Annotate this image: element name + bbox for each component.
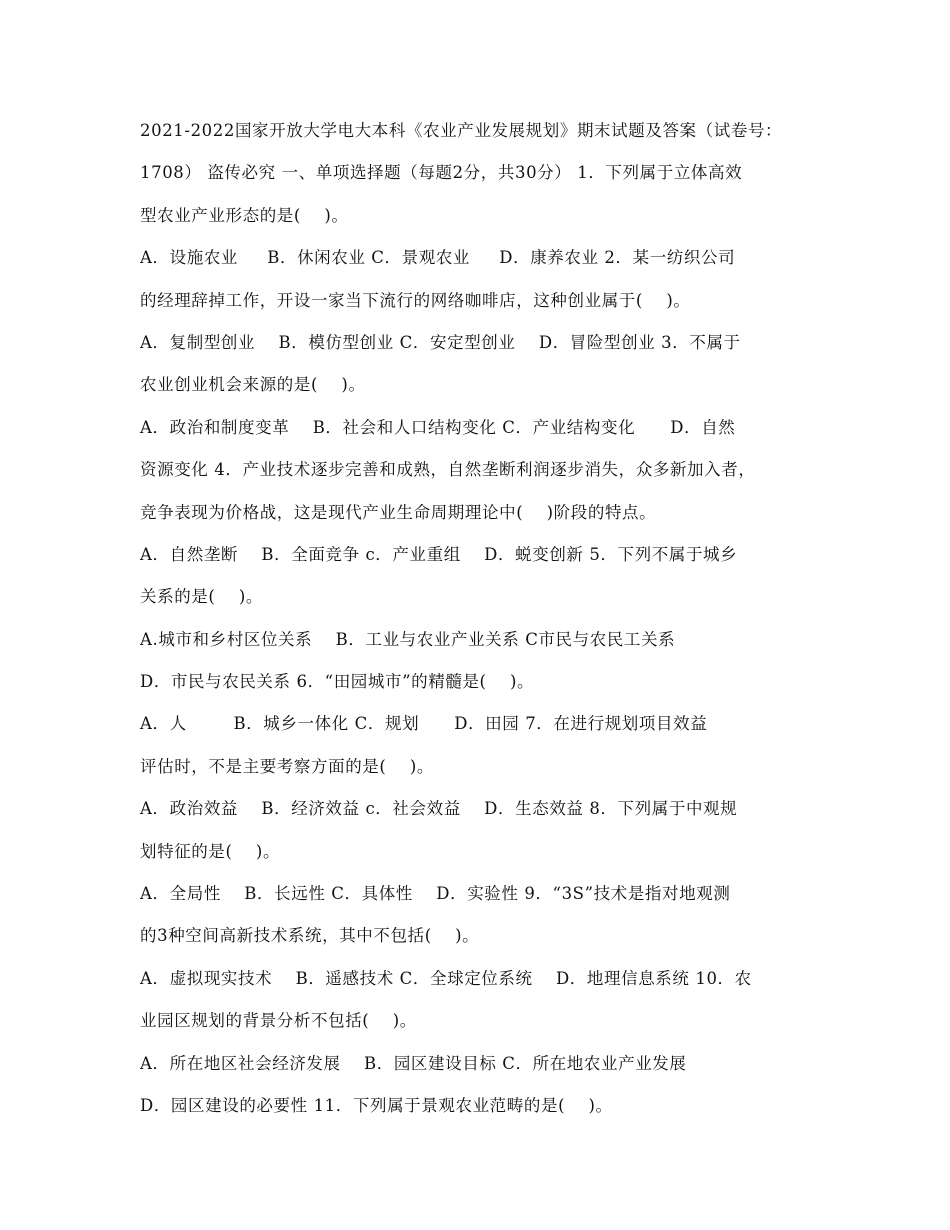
text-line: 农业创业机会来源的是( )。 [140, 375, 366, 395]
text-line: 资源变化 4．产业技术逐步完善和成熟，自然垄断利润逐步消失，众多新加入者， [140, 460, 756, 480]
text-line: A．复制型创业 B．模仿型创业 C．安定型创业 D．冒险型创业 3．不属于 [140, 332, 741, 352]
text-line: 的经理辞掉工作，开设一家当下流行的网络咖啡店，这种创业属于( )。 [140, 290, 691, 310]
text-line: 业园区规划的背景分析不包括( )。 [140, 1011, 417, 1031]
text-line: A．所在地区社会经济发展 B．园区建设目标 C．所在地农业产业发展 [140, 1053, 687, 1073]
text-line: 型农业产业形态的是( )。 [140, 205, 349, 225]
text-line: A．设施农业 B．休闲农业 C．景观农业 D．康养农业 2．某一纺织公司 [140, 248, 736, 268]
text-line: A．全局性 B．长远性 C．具体性 D．实验性 9．“3S”技术是指对地观测 [140, 884, 731, 904]
text-line: A．自然垄断 B．全面竞争 c．产业重组 D．蜕变创新 5．下列不属于城乡 [140, 544, 738, 564]
text-line: A．人 B．城乡一体化 C．规划 D．田园 7．在进行规划项目效益 [140, 714, 708, 734]
text-line: 1708） 盗传必究 一、单项选择题（每题2分，共30分） 1．下列属于立体高效 [140, 163, 743, 183]
text-line: D．市民与农民关系 6．“田园城市”的精髓是( )。 [140, 672, 535, 692]
text-line: A．虚拟现实技术 B．遥感技术 C．全球定位系统 D．地理信息系统 10．农 [140, 968, 752, 988]
text-line: 的3种空间高新技术系统，其中不包括( )。 [140, 926, 480, 946]
text-line: 竞争表现为价格战，这是现代产业生命周期理论中( )阶段的特点。 [140, 502, 657, 522]
text-line: 关系的是( )。 [140, 587, 263, 607]
text-line: 2021-2022国家开放大学电大本科《农业产业发展规划》期末试题及答案（试卷号： [140, 121, 783, 140]
text-line: D．园区建设的必要性 11．下列属于景观农业范畴的是( )。 [140, 1095, 613, 1115]
document-body [140, 110, 820, 1127]
text-line: 划特征的是( )。 [140, 841, 281, 861]
text-line: A．政治和制度变革 B．社会和人口结构变化 C．产业结构变化 D．自然 [140, 417, 736, 437]
text-line: 评估时，不是主要考察方面的是( )。 [140, 756, 434, 776]
text-line: A．政治效益 B．经济效益 c．社会效益 D．生态效益 8．下列属于中观规 [140, 799, 738, 819]
text-line: A.城市和乡村区位关系 B．工业与农业产业关系 C市民与农民工关系 [140, 629, 676, 649]
